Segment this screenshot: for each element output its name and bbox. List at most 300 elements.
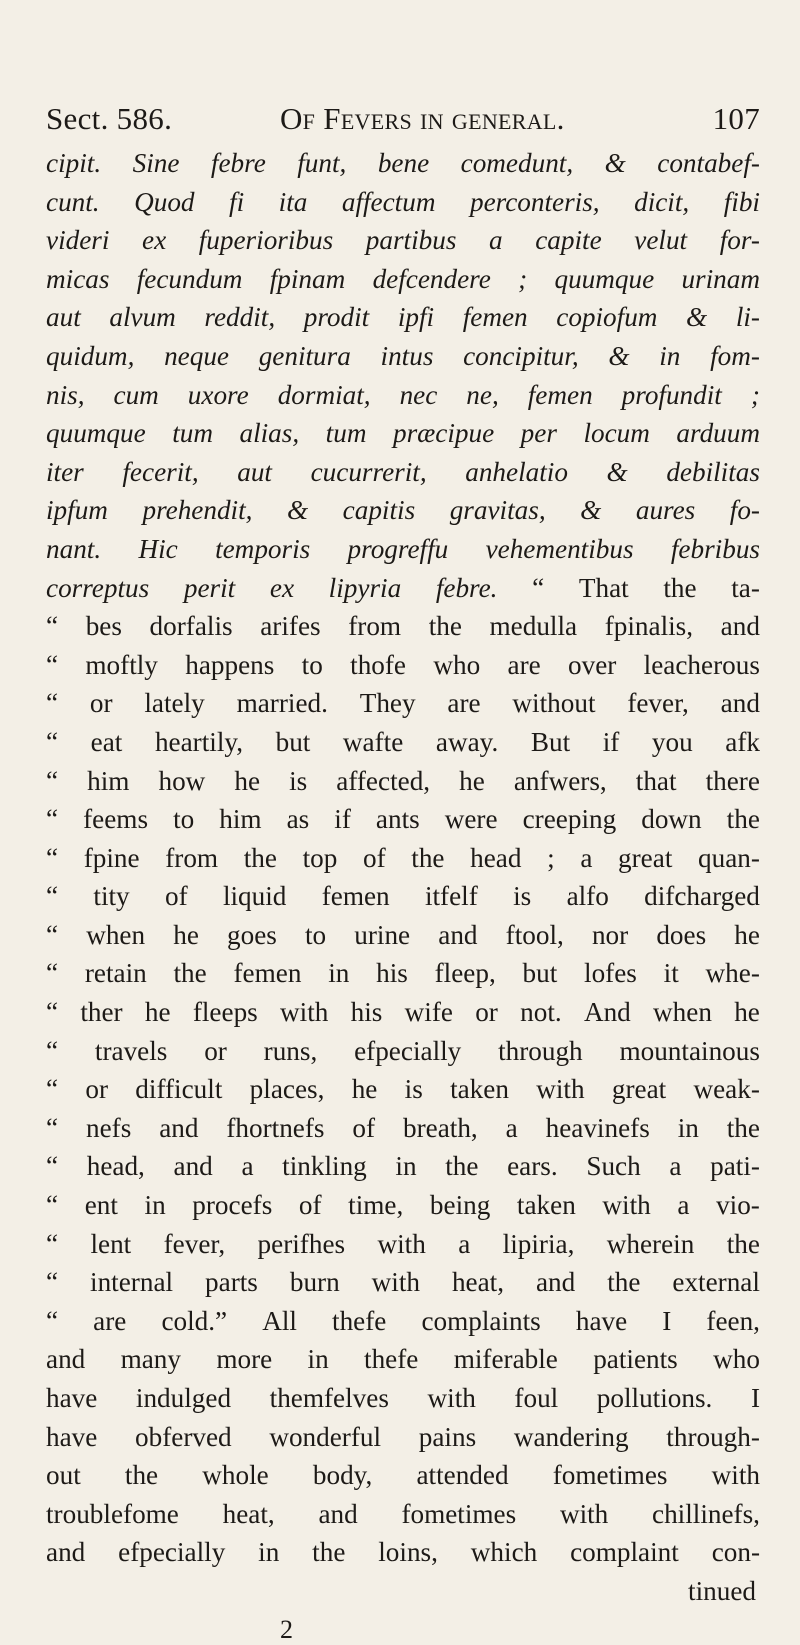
- word: vio-: [716, 1190, 760, 1221]
- word: of: [298, 1190, 322, 1221]
- text-line: [46, 1147, 760, 1186]
- word: of: [362, 842, 386, 873]
- word: alfo: [566, 881, 609, 912]
- word: “: [46, 1305, 59, 1336]
- word: neque: [164, 340, 229, 371]
- word: are: [93, 1305, 127, 1336]
- word: complaints: [421, 1305, 541, 1336]
- word: perifhes: [257, 1228, 346, 1259]
- word: videri: [46, 225, 110, 256]
- word: gravitas,: [449, 495, 546, 526]
- word: when: [653, 997, 712, 1028]
- word: mountainous: [619, 1035, 760, 1066]
- word: fometimes: [552, 1460, 668, 1491]
- word: Such: [586, 1151, 641, 1182]
- word: femen: [233, 958, 302, 989]
- word: præcipue: [392, 418, 495, 449]
- word: fleeps: [192, 997, 258, 1028]
- word: partibus: [365, 225, 457, 256]
- word: tum: [325, 418, 367, 449]
- word: or: [475, 997, 498, 1028]
- word: foul: [514, 1383, 559, 1413]
- text-line: [46, 684, 760, 723]
- text-line: [46, 221, 760, 260]
- word: feems: [83, 804, 149, 835]
- word: aures: [635, 495, 696, 526]
- word: through: [498, 1035, 583, 1066]
- word: procefs: [192, 1190, 273, 1221]
- word: alvum: [109, 302, 176, 333]
- word: ther: [80, 997, 123, 1028]
- word: bes: [85, 611, 122, 642]
- word: feen,: [706, 1305, 760, 1336]
- word: the: [428, 611, 462, 642]
- word: febre.: [435, 572, 498, 603]
- word: with: [602, 1190, 651, 1221]
- word: fever,: [163, 1228, 226, 1259]
- word: &: [608, 340, 630, 371]
- word: “: [46, 649, 59, 680]
- word: complaint: [570, 1537, 679, 1568]
- word: chillinefs,: [652, 1498, 760, 1529]
- word: &: [604, 148, 626, 178]
- word: in: [328, 958, 350, 989]
- word: That: [578, 572, 629, 603]
- word: ;: [750, 379, 760, 410]
- word: the: [726, 804, 760, 835]
- text-line: [46, 1302, 760, 1341]
- word: quumque: [554, 263, 655, 294]
- word: to: [304, 919, 327, 950]
- word: he: [351, 1074, 378, 1105]
- word: dicit,: [634, 186, 690, 217]
- word: from: [348, 611, 402, 642]
- text-line: [46, 414, 760, 453]
- word: being: [429, 1190, 491, 1221]
- word: with: [371, 1267, 420, 1298]
- word: “: [46, 997, 59, 1028]
- word: through-: [666, 1421, 760, 1452]
- word: aut: [46, 302, 81, 333]
- word: urinam: [681, 263, 760, 294]
- word: anfwers,: [513, 765, 607, 796]
- word: Hic: [138, 533, 178, 564]
- word: heat,: [222, 1498, 275, 1529]
- text-line: [46, 376, 760, 415]
- word: a: [458, 1228, 471, 1259]
- word: arduum: [676, 418, 760, 449]
- word: as: [286, 804, 310, 835]
- running-head: [46, 96, 760, 142]
- word: with: [377, 1228, 426, 1259]
- text-line: [46, 569, 760, 608]
- text-line: [46, 1109, 760, 1148]
- word: ipfi: [397, 302, 435, 333]
- word: body,: [312, 1460, 373, 1491]
- word: and: [46, 1537, 86, 1568]
- word: goes: [227, 919, 277, 950]
- word: quumque: [46, 418, 146, 449]
- word: fuperioribus: [198, 225, 334, 256]
- word: and: [720, 688, 760, 719]
- word: funt,: [297, 148, 347, 178]
- word: capitis: [342, 495, 416, 526]
- word: thefe: [332, 1305, 387, 1336]
- text-line: [46, 337, 760, 376]
- word: wandering: [513, 1421, 629, 1452]
- word: All: [262, 1305, 297, 1336]
- word: wherein: [606, 1228, 695, 1259]
- word: cipit.: [46, 148, 102, 178]
- word: attended: [416, 1460, 509, 1491]
- word: nant.: [46, 533, 102, 564]
- word: a: [677, 1190, 690, 1221]
- word: ex: [269, 572, 295, 603]
- word: debilitas: [666, 456, 760, 487]
- word: a: [669, 1151, 682, 1182]
- word: itfelf: [424, 881, 478, 912]
- word: comedunt,: [460, 148, 574, 178]
- word: of: [164, 881, 188, 912]
- word: in: [395, 1151, 417, 1182]
- word: wonderful: [269, 1421, 382, 1452]
- word: “: [46, 1151, 59, 1182]
- word: he: [144, 997, 171, 1028]
- word: difcharged: [644, 881, 760, 912]
- word: “: [46, 688, 59, 719]
- word: and: [535, 1267, 576, 1298]
- word: or: [204, 1035, 227, 1066]
- word: efpecially: [354, 1035, 462, 1066]
- word: arifes: [260, 611, 321, 642]
- text-line: [46, 916, 760, 955]
- text-line: [46, 1225, 760, 1264]
- word: ne,: [466, 379, 499, 410]
- word: or: [85, 1074, 109, 1105]
- word: wife: [404, 997, 453, 1028]
- word: were: [444, 804, 498, 835]
- word: if: [602, 726, 620, 757]
- word: there: [705, 765, 760, 796]
- text-line: [46, 183, 760, 222]
- word: “: [46, 726, 59, 757]
- text-line: [46, 1495, 760, 1534]
- word: aut: [237, 456, 272, 487]
- word: They: [359, 688, 416, 719]
- body-text: [46, 144, 760, 1572]
- word: “: [46, 1190, 59, 1221]
- word: perconteris,: [469, 186, 600, 217]
- word: with: [280, 997, 329, 1028]
- word: have: [46, 1421, 98, 1452]
- word: dorfalis: [149, 611, 233, 642]
- word: urine: [354, 919, 411, 950]
- word: &: [686, 302, 708, 333]
- word: a: [489, 225, 503, 256]
- word: when: [86, 919, 146, 950]
- word: “: [46, 842, 59, 873]
- word: but: [275, 726, 311, 757]
- word: ;: [547, 842, 555, 873]
- text-line: [46, 1186, 760, 1225]
- word: indulged: [135, 1383, 232, 1413]
- word: whe-: [705, 958, 760, 989]
- word: his: [376, 958, 408, 989]
- word: pollutions.: [596, 1383, 713, 1413]
- word: and: [318, 1498, 358, 1529]
- word: heavinefs: [545, 1112, 650, 1143]
- word: breath,: [402, 1112, 478, 1143]
- word: fever,: [627, 688, 689, 719]
- word: intus: [380, 340, 434, 371]
- word: away.: [435, 726, 499, 757]
- word: lately: [144, 688, 205, 719]
- word: and: [46, 1344, 86, 1375]
- word: “: [46, 958, 59, 989]
- word: and: [720, 611, 760, 642]
- word: “: [532, 572, 545, 603]
- word: lipyria: [328, 572, 402, 603]
- word: not.: [520, 997, 562, 1028]
- word: locum: [583, 418, 650, 449]
- word: &: [580, 495, 602, 526]
- text-line: [46, 993, 760, 1032]
- word: for-: [719, 225, 760, 256]
- word: femen: [527, 379, 593, 410]
- word: lipiria,: [502, 1228, 575, 1259]
- word: I: [662, 1305, 672, 1336]
- word: fom-: [710, 340, 760, 371]
- word: pains: [418, 1421, 477, 1452]
- word: “: [46, 1267, 59, 1298]
- word: affected,: [336, 765, 431, 796]
- section-number: Sect. 586.: [46, 101, 173, 136]
- word: out: [46, 1460, 81, 1491]
- word: leacherous: [643, 649, 760, 680]
- word: troublefome: [46, 1498, 179, 1529]
- word: to: [173, 804, 195, 835]
- word: micas: [46, 263, 110, 294]
- word: moftly: [85, 649, 158, 680]
- word: a: [580, 842, 593, 873]
- word: defcendere: [372, 263, 491, 294]
- word: the: [445, 1151, 479, 1182]
- word: femen: [321, 881, 390, 912]
- word: cucurrerit,: [310, 456, 427, 487]
- word: ftool,: [505, 919, 564, 950]
- word: retain: [84, 958, 147, 989]
- word: is: [513, 881, 532, 912]
- word: taken: [516, 1190, 576, 1221]
- word: happens: [185, 649, 275, 680]
- word: it: [663, 958, 679, 989]
- word: copiofum: [556, 302, 658, 333]
- text-line: [46, 1379, 760, 1418]
- word: bene: [377, 148, 430, 178]
- word: does: [656, 919, 707, 950]
- word: is: [289, 765, 308, 796]
- word: quan-: [698, 842, 760, 873]
- word: that: [635, 765, 677, 796]
- word: I: [750, 1383, 760, 1413]
- text-line: [46, 954, 760, 993]
- word: ears.: [507, 1151, 558, 1182]
- word: con-: [711, 1537, 760, 1568]
- word: external: [672, 1267, 760, 1298]
- word: &: [606, 456, 628, 487]
- word: time,: [348, 1190, 404, 1221]
- text-line: [46, 646, 760, 685]
- word: creeping: [522, 804, 617, 835]
- word: capite: [535, 225, 602, 256]
- word: ex: [142, 225, 167, 256]
- word: head: [470, 842, 522, 873]
- word: quidum,: [46, 340, 135, 371]
- word: patients: [593, 1344, 678, 1375]
- word: who: [433, 649, 481, 680]
- word: “: [46, 1035, 59, 1066]
- signature-mark: 2: [280, 1614, 293, 1644]
- page-number: 107: [712, 101, 760, 136]
- word: velut: [634, 225, 688, 256]
- word: And: [583, 997, 631, 1028]
- word: ants: [375, 804, 420, 835]
- word: wafte: [342, 726, 404, 757]
- word: with: [427, 1383, 476, 1413]
- word: if: [334, 804, 351, 835]
- word: he: [459, 765, 485, 796]
- catchword: tinued: [688, 1575, 756, 1606]
- word: heartily,: [154, 726, 244, 757]
- word: runs,: [263, 1035, 318, 1066]
- word: prodit: [303, 302, 370, 333]
- word: obferved: [135, 1421, 232, 1452]
- word: “: [46, 804, 59, 835]
- word: and: [173, 1151, 213, 1182]
- word: reddit,: [204, 302, 276, 333]
- word: dormiat,: [277, 379, 371, 410]
- word: “: [46, 1074, 59, 1105]
- word: medulla: [489, 611, 578, 642]
- word: places,: [249, 1074, 325, 1105]
- word: he: [734, 997, 760, 1028]
- word: a: [241, 1151, 254, 1182]
- word: are: [507, 649, 541, 680]
- word: “: [46, 611, 59, 642]
- text-line: [46, 1263, 760, 1302]
- word: the: [312, 1537, 346, 1568]
- word: ;: [518, 263, 528, 294]
- word: afk: [725, 726, 760, 757]
- word: have: [46, 1383, 98, 1413]
- word: he: [173, 919, 199, 950]
- word: burn: [289, 1267, 340, 1298]
- word: But: [530, 726, 571, 757]
- text-line: [46, 800, 760, 839]
- word: uxore: [187, 379, 249, 410]
- word: in: [144, 1190, 166, 1221]
- word: profundit: [621, 379, 722, 410]
- word: Sine: [132, 148, 180, 178]
- word: parts: [205, 1267, 258, 1298]
- word: fi: [229, 186, 245, 217]
- word: heat,: [451, 1267, 505, 1298]
- word: loins,: [378, 1537, 438, 1568]
- word: tinkling: [282, 1151, 367, 1182]
- word: married.: [236, 688, 328, 719]
- word: cunt.: [46, 186, 100, 217]
- word: is: [404, 1074, 423, 1105]
- text-line: [46, 1418, 760, 1457]
- word: fometimes: [401, 1498, 517, 1529]
- text-line: [46, 1533, 760, 1572]
- word: cold.”: [161, 1305, 228, 1336]
- text-line: [46, 298, 760, 337]
- word: tity: [93, 881, 130, 912]
- word: perit: [183, 572, 236, 603]
- word: fpine: [83, 842, 140, 873]
- word: how: [158, 765, 206, 796]
- word: him: [87, 765, 130, 796]
- word: the: [411, 842, 445, 873]
- word: prehendit,: [142, 495, 253, 526]
- word: contabef-: [657, 148, 760, 178]
- word: the: [726, 1228, 760, 1259]
- word: fpinalis,: [604, 611, 694, 642]
- word: difficult: [135, 1074, 223, 1105]
- word: “: [46, 881, 59, 912]
- text-line: [46, 260, 760, 299]
- word: with: [711, 1460, 760, 1491]
- word: the: [173, 958, 207, 989]
- word: down: [641, 804, 702, 835]
- word: from: [165, 842, 219, 873]
- word: to: [301, 649, 323, 680]
- text-line: [46, 144, 760, 183]
- word: great: [611, 1074, 667, 1105]
- word: lent: [90, 1228, 132, 1259]
- word: temporis: [215, 533, 311, 564]
- word: and: [438, 919, 478, 950]
- word: concipitur,: [463, 340, 579, 371]
- word: the: [726, 1112, 760, 1143]
- text-line: [46, 453, 760, 492]
- word: whole: [202, 1460, 269, 1491]
- word: of: [352, 1112, 376, 1143]
- word: miferable: [453, 1344, 558, 1375]
- word: nec: [399, 379, 438, 410]
- word: internal: [90, 1267, 174, 1298]
- word: he: [734, 919, 760, 950]
- word: cum: [113, 379, 159, 410]
- word: progreffu: [347, 533, 449, 564]
- text-line: [46, 607, 760, 646]
- word: the: [663, 572, 697, 603]
- word: nor: [591, 919, 629, 950]
- word: fleep,: [434, 958, 496, 989]
- word: who: [713, 1344, 760, 1375]
- text-line: [46, 723, 760, 762]
- word: febribus: [670, 533, 760, 564]
- word: femen: [462, 302, 528, 333]
- word: fo-: [729, 495, 760, 526]
- word: he: [234, 765, 261, 796]
- word: fecundum: [136, 263, 243, 294]
- word: affectum: [341, 186, 436, 217]
- word: fecerit,: [122, 456, 199, 487]
- word: but: [522, 958, 558, 989]
- word: Quod: [134, 186, 195, 217]
